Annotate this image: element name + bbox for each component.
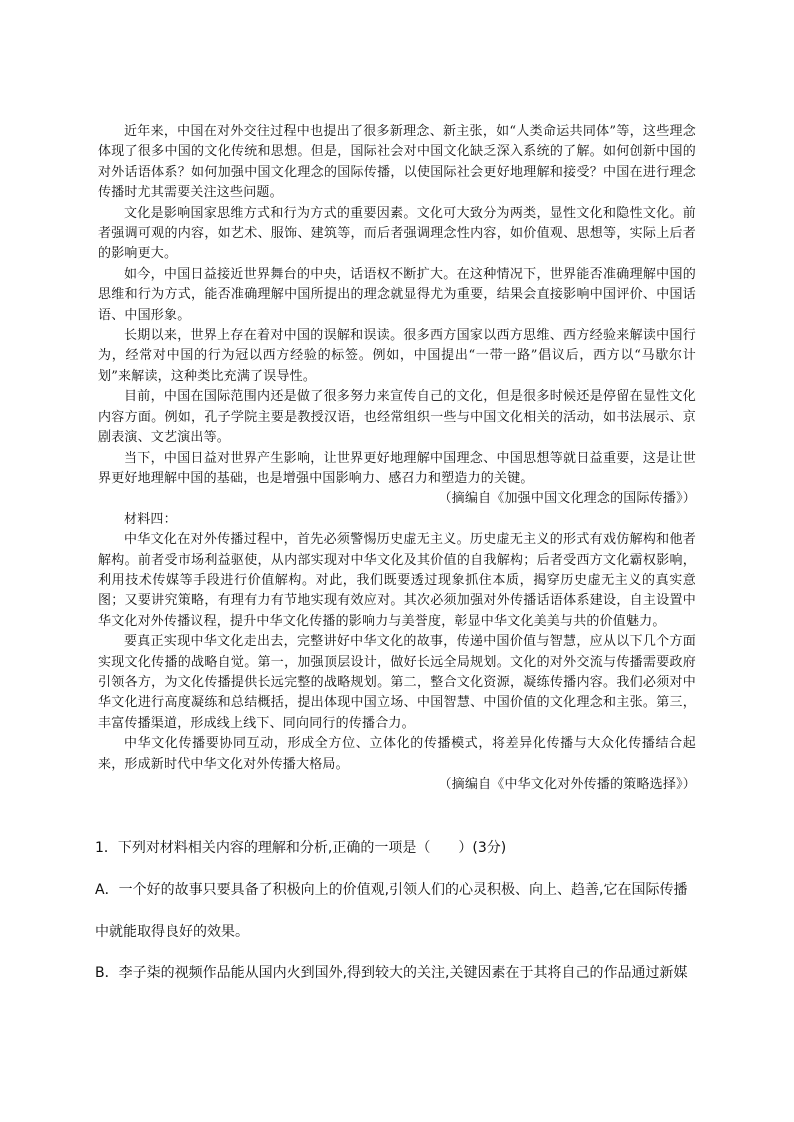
- option-a-line2: 中就能取得良好的效果。: [95, 924, 249, 940]
- source-citation: （摘编自《中华文化对外传播的策略选择》）: [438, 777, 696, 792]
- paragraph: 长期以来，世界上存在着对中国的误解和误读。很多西方国家以西方思维、西方经验来解读中国行为，经常对中国的行为冠以西方经验的标签。例如，中国提出“一带一路”倡议后，西方以“马歇尔计划”来解读，这种类比充满了误导性。: [98, 328, 696, 384]
- paragraph: 如今，中国日益接近世界舞台的中央，话语权不断扩大。在这种情况下，世界能否准确理解中国的思维和行为方式，能否准确理解中国所提出的理念就显得尤为重要，结果会直接影响中国评价、中国话语、中国形象。: [98, 266, 696, 323]
- option-a-line1: A．一个好的故事只要具备了积极向上的价值观,引领人们的心灵积极、向上、趋善,它在国际传播: [95, 882, 688, 898]
- paragraph: 近年来，中国在对外交往过程中也提出了很多新理念、新主张，如“人类命运共同体”等，这些理念体现了很多中国的文化传统和思想。但是，国际社会对中国文化缺乏深入系统的了解。如何创新中国的对外话语体系？如何加强中国文化理念的国际传播，以使国际社会更好地理解和接受？中国在进行理念传播时尤其需要关注这些问题。: [98, 124, 696, 201]
- question-stem: 1．下列对材料相关内容的理解和分析,正确的一项是（ ）(3分): [95, 840, 507, 856]
- paragraph: 目前，中国在国际范围内还是做了很多努力来宣传自己的文化，但是很多时候还是停留在显性文化内容方面。例如，孔子学院主要是教授汉语，也经常组织一些与中国文化相关的活动，如书法展示、京剧表演、文艺演出等。: [98, 389, 696, 446]
- option-b-line1: B．李子柒的视频作品能从国内火到国外,得到较大的关注,关键因素在于其将自己的作品通过新媒: [95, 965, 688, 981]
- paragraph: 当下，中国日益对世界产生影响，让世界更好地理解中国理念、中国思想等就日益重要，这是让世界更好地理解中国的基础，也是增强中国影响力、感召力和塑造力的关键。: [98, 450, 696, 486]
- material-four-label: 材料四：: [124, 511, 177, 527]
- paragraph: 中华文化传播要协同互动，形成全方位、立体化的传播模式，将差异化传播与大众化传播结合起来，形成新时代中华文化对外传播大格局。: [98, 736, 696, 772]
- paragraph: 要真正实现中华文化走出去，完整讲好中华文化的故事，传递中国价值与智慧，应从以下几个方面实现文化传播的战略自觉。第一，加强顶层设计，做好长远全局规划。文化的对外交流与传播需要政府引领各方，为文化传播提供长远完整的战略规划。第二，整合文化资源，凝练传播内容。我们必须对中华文化进行高度凝练和总结概括，提出体现中国立场、中国智慧、中国价值的文化理念和主张。第三，丰富传播渠道，形成线上线下、同向同行的传播合力。: [98, 634, 696, 731]
- paragraph: 中华文化在对外传播过程中，首先必须警惕历史虚无主义。历史虚无主义的形式有戏仿解构和他者解构。前者受市场利益驱使，从内部实现对中华文化及其价值的自我解构；后者受西方文化霸权影响，利用技术传媒等手段进行价值解构。对此，我们既要透过现象抓住本质，揭穿历史虚无主义的真实意图；又要讲究策略，有理有力有节地实现有效应对。其次必须加强对外传播话语体系建设，自主设置中华文化对外传播议程，提升中华文化传播的影响力与美誉度，彰显中华文化美美与共的价值魅力。: [98, 532, 696, 629]
- paragraph: 文化是影响国家思维方式和行为方式的重要因素。文化可大致分为两类，显性文化和隐性文化。前者强调可观的内容，如艺术、服饰、建筑等，而后者强调理念性内容，如价值观、思想等，实际上后者的影响更大。: [98, 205, 696, 262]
- material-three: [98, 122, 696, 795]
- source-citation: （摘编自《加强中国文化理念的国际传播》）: [438, 491, 696, 507]
